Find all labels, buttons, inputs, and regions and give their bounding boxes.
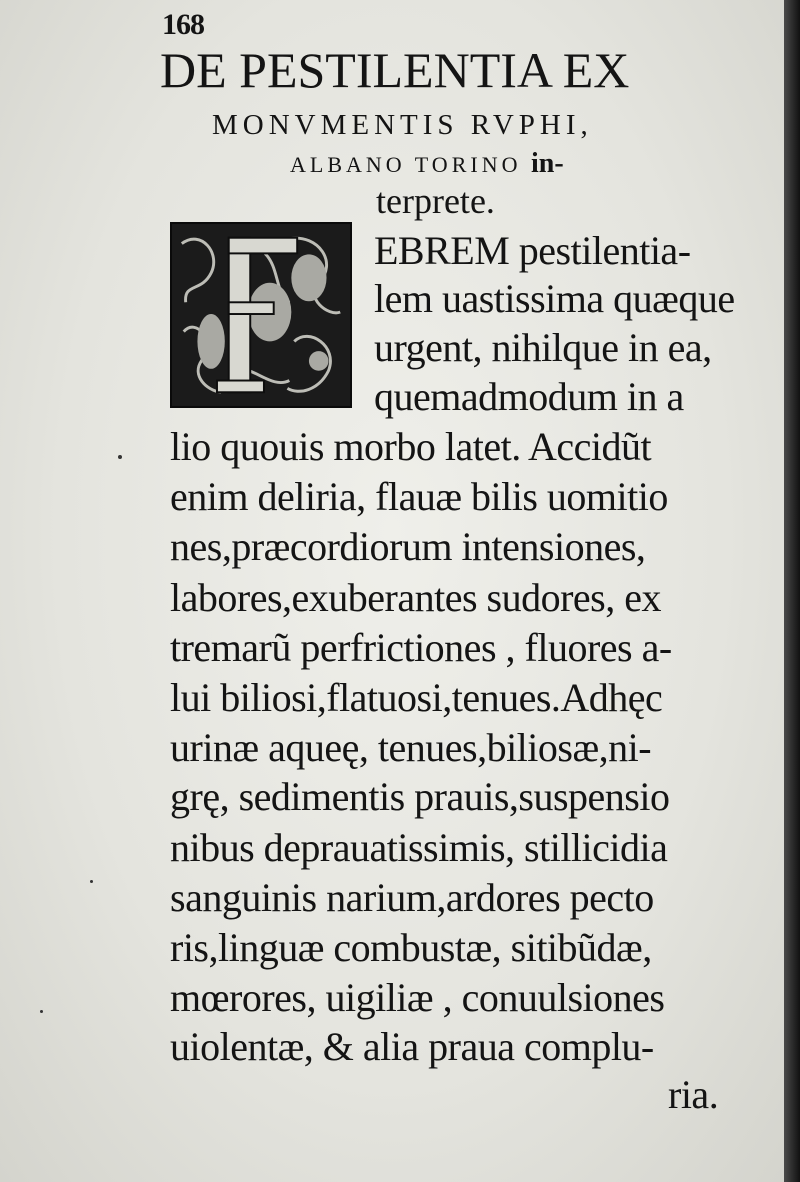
body-line: sanguinis narium,ardores pecto xyxy=(170,875,654,920)
title-line-1: DE PESTILENTIA EX xyxy=(160,42,630,98)
body-line: quemadmodum in a xyxy=(374,374,684,419)
body-line: lio quouis morbo latet. Accidũt xyxy=(170,424,652,469)
body-line: EBREM pestilentia- xyxy=(374,228,691,273)
body-line: grę, sedimentis prauis,suspensio xyxy=(170,774,670,819)
body-line: labores,exuberantes sudores, ex xyxy=(170,575,661,620)
initial-artwork xyxy=(172,224,350,406)
body-line: urgent, nihilque in ea, xyxy=(374,325,712,370)
title-line-2: MONVMENTIS RVPHI, xyxy=(212,109,593,141)
body-line: mœrores, uigiliæ , conuulsiones xyxy=(170,975,665,1020)
title-line-3-text: ALBANO TORINO xyxy=(290,152,522,177)
title-line-4: terprete. xyxy=(376,181,495,221)
page-number: 168 xyxy=(162,8,204,41)
title-line-3-tail: in- xyxy=(530,148,564,179)
paper-speck xyxy=(40,1010,43,1013)
body-line: lui biliosi,flatuosi,tenues.Adhęc xyxy=(170,675,663,720)
book-spine-edge xyxy=(784,0,800,1182)
body-line: uiolentæ, & alia praua complu- xyxy=(170,1024,654,1069)
body-line: urinæ aqueę, tenues,biliosæ,ni- xyxy=(170,725,652,770)
body-line: nes,præcordiorum intensiones, xyxy=(170,524,646,569)
body-line: ris,linguæ combustæ, sitibũdæ, xyxy=(170,925,652,970)
body-line: ria. xyxy=(668,1072,719,1117)
body-line: tremarũ perfrictiones , fluores a- xyxy=(170,625,672,670)
decorated-initial-F-icon xyxy=(170,222,352,408)
body-line: lem uastissima quæque xyxy=(374,276,735,321)
paper-speck xyxy=(90,880,93,883)
paper-speck xyxy=(118,455,122,459)
body-line: enim deliria, flauæ bilis uomitio xyxy=(170,474,668,519)
title-line-3 xyxy=(290,150,710,179)
body-line: nibus deprauatissimis, stillicidia xyxy=(170,825,668,870)
